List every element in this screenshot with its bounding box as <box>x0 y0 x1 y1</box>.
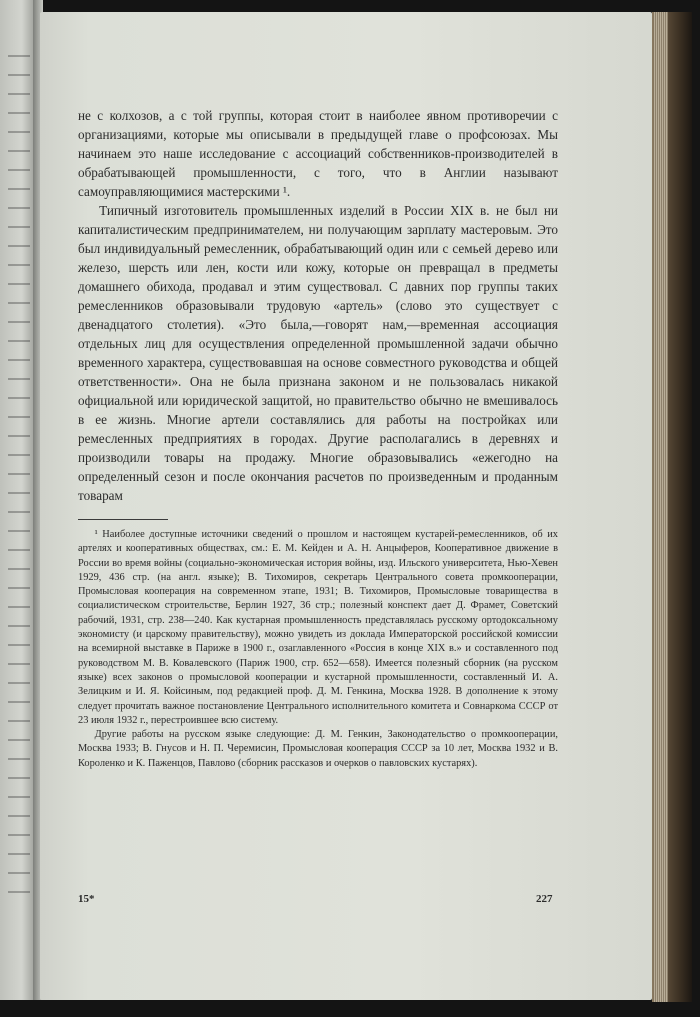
signature-mark: 15* <box>78 893 95 905</box>
left-page-edge <box>0 0 36 1000</box>
page-text <box>78 106 558 771</box>
footnote-rule <box>78 519 168 520</box>
paragraph-2: Типичный изготовитель промышленных изделий в России XIX в. не был ни капиталистическим предпринимателем, ни получающим зарплату мастеровым. Это был индивидуальный ремесленник, обрабатывающий один или с семьей дерево или железо, шерсть или лен, кости или кожу, которые он превращал в предметы домашнего обихода, продавал и этим существовал. С давних пор группы таких ремесленников образовывали трудовую «артель» (слово это существует с двенадцатого столетия). «Это была,—говорят нам,—временная ассоциация отдельных лиц для осуществления определенной промышленной задачи обычно временного характера, существовавшая на основе совместного руководства и общей ответственности». Она не была признана законом и не пользовалась никакой официальной или юридической защитой, но правительство обычно не вмешивалось в ее жизнь. Многие артели составлялись для работы на постройках или ремесленных предприятиях в городах. Другие располагались в деревнях и производили товары на продажу. Многие образовывались «ежегодно на определенный сезон и после окончания расчетов по произведенным и проданным товарам <box>78 203 558 503</box>
footnote-1: ¹ Наиболее доступные источники сведений о прошлом и настоящем кустарей-ремесленников, об их артелях и кооперативных обществах, см.: Е. М. Кейден и А. Н. Анцыферов, Кооперативное движение в России во время войны (социально-экономическая история войны, изд. Ильского университета, Нью-Хевен 1929, 436 стр. (на англ. языке); В. Тихомиров, секретарь Центрального совета промкооперации, Промысловая кооперация на современном этапе, 1931; В. Тихомиров, Промысловые товарищества в социалистическом строительстве, Берлин 1927, 36 стр.; полезный конспект дает Д. Фрамет, Советский рабочий, 1931, стр. 238—240. Как кустарная промышленность представлялась русскому ортодоксальному экономисту (и царскому правительству), можно увидеть из доклада Императорской российской комиссии на всемирной выставке в Париже в 1900 г., озаглавленного «Россия в конце XIX в.» и составленного под руководством М. В. Ковалевского (Париж 1900, стр. 652—658). Имеется полезный сборник (на русском языке) всех законов о промысловой кооперации и кустарной промышленности, составленный И. А. Зелицким и И. Я. Койсиным, под редакцией проф. Д. М. Генкина, Москва 1928. В дополнение к этому следует прочитать важное постановление Центрального исполнительного комитета и Совнаркома СССР от 23 июля 1932 г., перестроившее всю систему. <box>78 529 558 726</box>
paragraph-1: не с колхозов, а с той группы, которая стоит в наиболее явном противоречии с организациями, которые мы описывали в предыдущей главе о профсоюзах. Мы начинаем это наше исследование с ассоциаций собственников-производителей в обрабатывающей промышленности, с того, что в Англии называют самоуправляющимися мастерскими ¹. <box>78 108 558 199</box>
left-page-text-edge <box>8 40 30 900</box>
footnote-2: Другие работы на русском языке следующие: Д. М. Генкин, Законодательство о промкооперации, Москва 1933; В. Гнусов и Н. П. Черемисин, Промысловая кооперация СССР за 10 лет, Москва 1932 и В. Короленко и К. Паженцов, Павлово (сборник рассказов и очерков о павловских кустарях). <box>78 729 558 769</box>
page-stack <box>654 12 668 1002</box>
page-number: 227 <box>536 893 553 905</box>
book-cover-edge <box>652 12 692 1002</box>
